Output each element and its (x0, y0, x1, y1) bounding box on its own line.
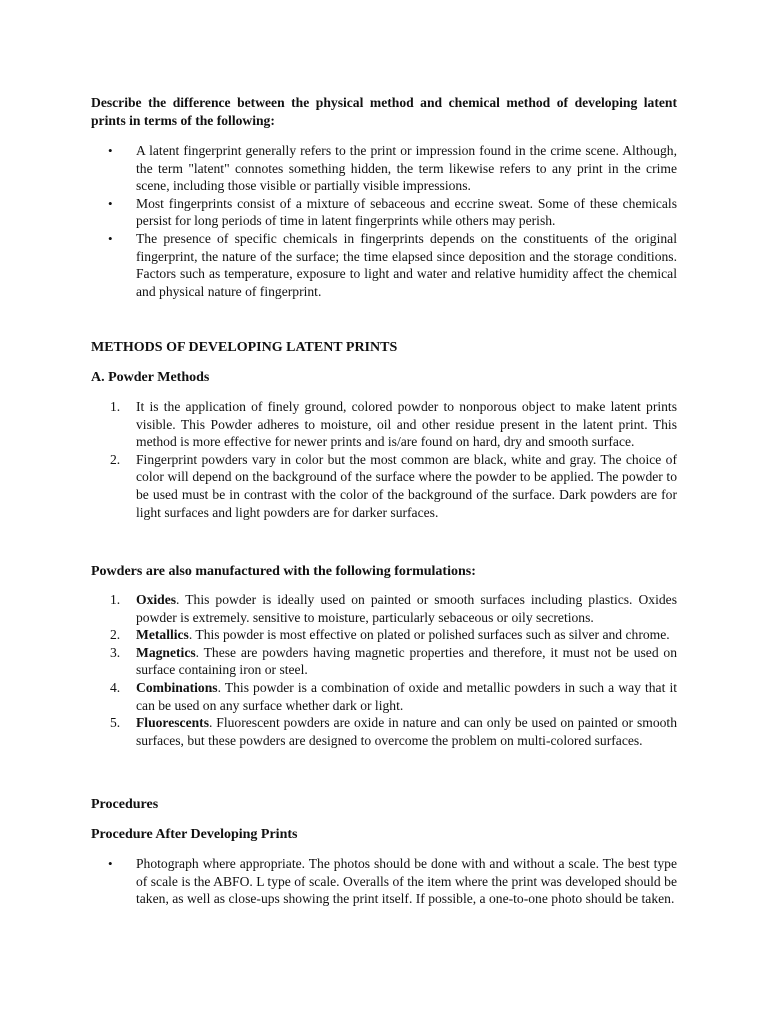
list-number: 4. (110, 679, 121, 695)
list-item (91, 451, 677, 521)
bullet-icon: • (108, 230, 113, 246)
list-item (91, 591, 677, 626)
powder-method-list (91, 398, 677, 521)
list-item (91, 626, 677, 644)
list-item (91, 855, 677, 908)
term-metallics: Metallics (136, 627, 189, 643)
procedures-heading: Procedures (91, 797, 159, 812)
list-item-text: The presence of specific chemicals in fingerprints depends on the constituents of the original fingerprint, the nature of the surface; the time elapsed since deposition and the storage conditions. Factors such as temperature, exposure to light and water and relative humidity affect the chemical and physical nature of fingerprint. (136, 230, 677, 299)
list-item (91, 398, 677, 451)
formulations-heading: Powders are also manufactured with the following formulations: (91, 564, 476, 579)
formulations-list (91, 591, 677, 749)
list-item-text: Fingerprint powders vary in color but the most common are black, white and gray. The choice of color will depend on the background of the surface where the powder to be applied. The powder to be used must be in contrast with the color of the background of the surface. Dark powders are for light surfaces and light powders are for darker surfaces. (136, 451, 677, 520)
procedure-bullet-list (91, 855, 677, 908)
term-combinations: Combinations (136, 679, 218, 695)
list-number: 1. (110, 399, 121, 414)
bullet-icon: • (108, 856, 113, 871)
list-item-text: . This powder is most effective on plated or polished surfaces such as silver and chrome. (188, 627, 670, 643)
list-number: 3. (110, 644, 121, 660)
list-item-text: . Fluorescent powders are oxide in nature and can only be used on painted or smooth surfaces, but these powders are designed to overcome the problem on multi-colored surfaces. (136, 715, 677, 748)
list-number: 5. (110, 715, 121, 731)
list-item-text: Photograph where appropriate. The photos should be done with and without a scale. The best type of scale is the ABFO. L type of scale. Overalls of the item where the print was developed should be taken, as well as close-ups showing the print itself. If possible, a one-to-one photo should be taken. (136, 856, 677, 907)
list-item-text: . These are powders having magnetic properties and therefore, it must not be used on surface containing iron or steel. (136, 644, 677, 678)
list-item-text: . This powder is ideally used on painted or smooth surfaces including plastics. Oxides powder is extremely. sensitive to moisture, particularly sebaceous or oily secretions. (136, 592, 677, 625)
list-item (91, 679, 677, 714)
list-item (91, 644, 677, 679)
bullet-icon: • (108, 143, 113, 158)
list-item (91, 714, 677, 749)
bullet-icon: • (108, 195, 113, 211)
term-magnetics: Magnetics (136, 644, 196, 660)
list-item (91, 142, 677, 195)
list-item-text: . This powder is a combination of oxide and metallic powders in such a way that it can be used on any surface whether dark or light. (136, 679, 677, 713)
intro-bullet-list (91, 142, 677, 300)
list-item-text: A latent fingerprint generally refers to the print or impression found in the crime scene. Although, the term "latent" connotes something hidden, the term likewise refers to any print in the crime scene, including those visible or partially visible impressions. (136, 143, 677, 194)
list-item-text: Most fingerprints consist of a mixture of sebaceous and eccrine sweat. Some of these chemicals persist for long periods of time in latent fingerprints while others may perish. (136, 195, 677, 229)
list-number: 2. (110, 451, 121, 467)
list-item (91, 230, 677, 300)
term-oxides: Oxides (136, 592, 177, 607)
question-heading: Describe the difference between the physical method and chemical method of developing latent prints in terms of the following: (91, 95, 677, 128)
list-number: 1. (110, 592, 121, 607)
list-item (91, 195, 677, 230)
list-item-text: It is the application of finely ground, colored powder to nonporous object to make latent prints visible. This Powder adheres to moisture, oil and other residue present in the latent print. This method is more effective for newer prints and is/are found on hard, dry and smooth surface. (136, 399, 677, 450)
procedure-after-heading: Procedure After Developing Prints (91, 827, 298, 842)
term-fluorescents: Fluorescents (136, 715, 209, 731)
subsection-heading-powder: A. Powder Methods (91, 370, 210, 385)
list-number: 2. (110, 627, 121, 643)
section-heading-methods: METHODS OF DEVELOPING LATENT PRINTS (91, 340, 398, 355)
